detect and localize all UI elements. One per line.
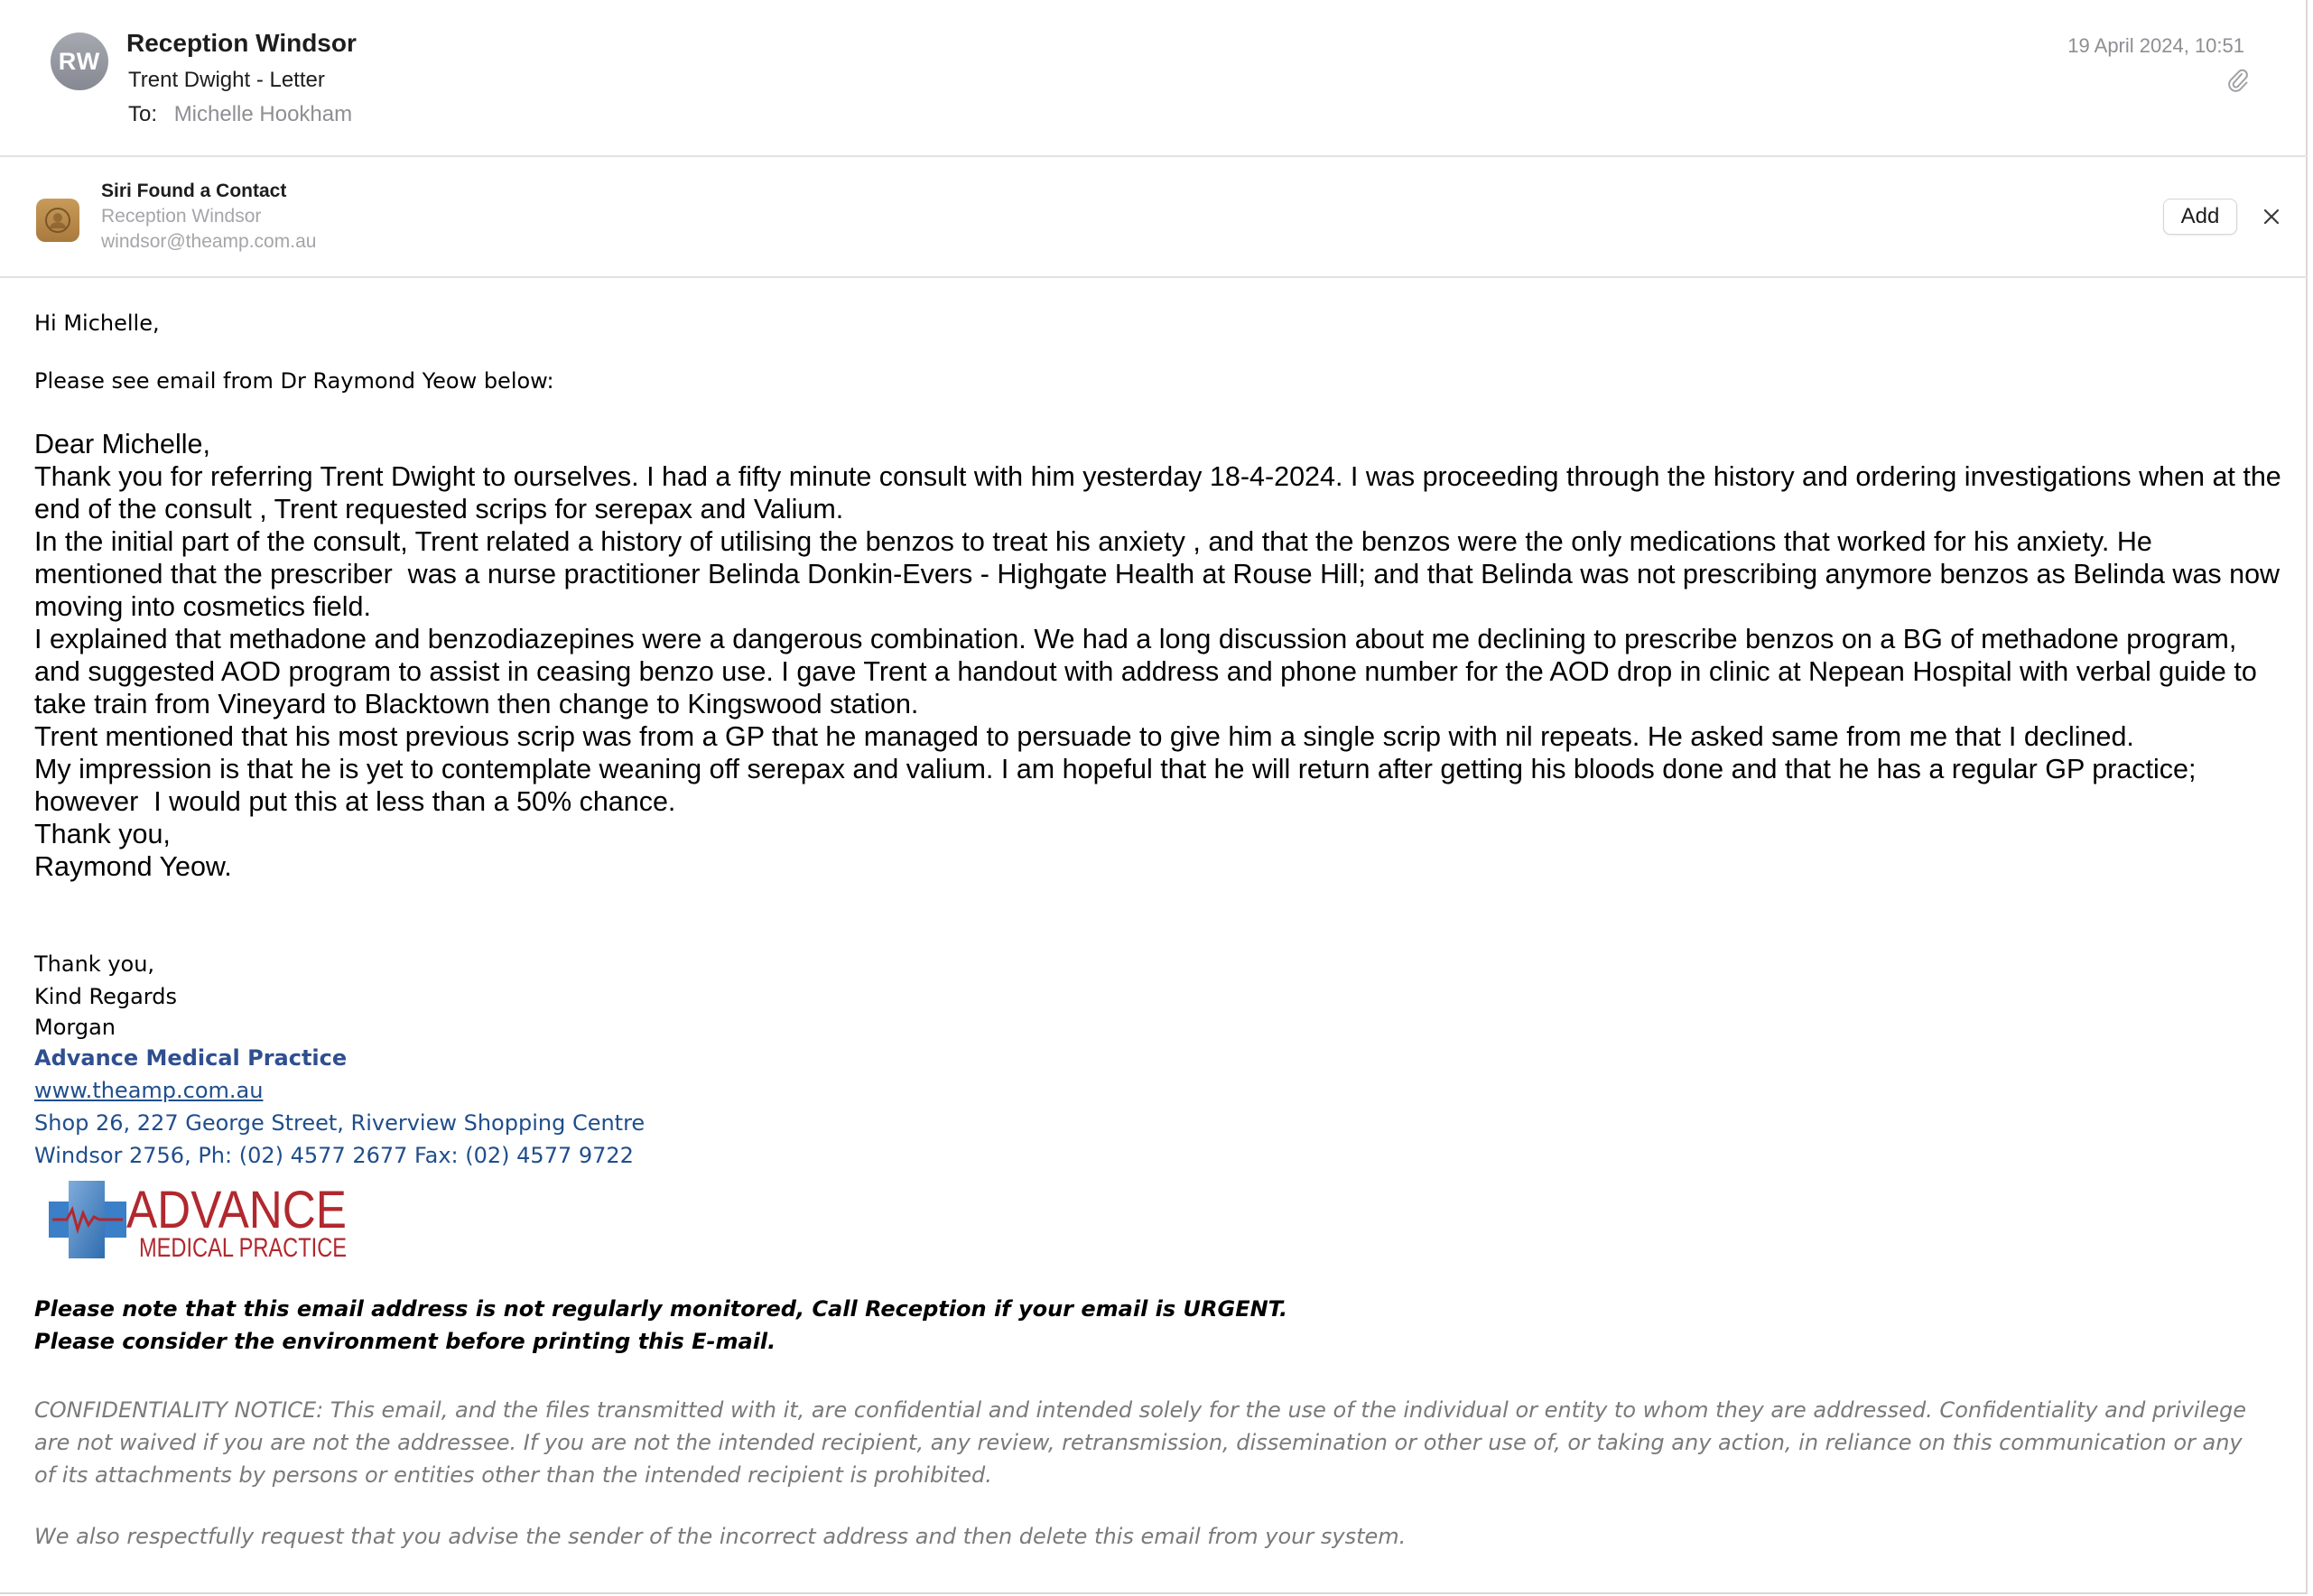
letter-paragraph: In the initial part of the consult, Trent related a history of utilising the benzos to treat his anxiety , and that the benzos were the only medications that worked for his anxiety. He mentioned that the prescriber was a nurse practitioner Belinda Donkin-Evers - Highgate Health at Rouse Hill; and that Belinda was not prescribing anymore benzos as Belinda was now moving into cosmetics field. [34,526,2288,622]
email-header [0,0,2308,157]
confidentiality-notice: CONFIDENTIALITY NOTICE: This email, and the files transmitted with it, are confidential and intended solely for the use of the individual or entity to whom they are addressed. Confidentiality and privilege are not waived if you are not the addressee. If you are not the intended recipient, any review, retransmission, dissemination or other use of, or taking any action, in reliance on this communication or any of its attachments by persons or entities other than the intended recipient is prohibited. [34,1397,2247,1488]
practice-name: Advance Medical Practice [34,1045,348,1071]
letter-paragraph: Thank you, [34,819,171,849]
signature-thanks: Thank you, [34,951,155,977]
intro-line: Please see email from Dr Raymond Yeow below: [34,368,554,394]
suggested-contact-email: windsor@theamp.com.au [101,231,317,252]
add-contact-button[interactable]: Add [2163,199,2237,235]
letter-paragraph: I explained that methadone and benzodiazepines were a dangerous combination. We had a long discussion about me declining to prescribe benzos on a BG of methadone program, and suggested AOD program to assist in ceasing benzo use. I gave Trent a handout with address and phone number for the AOD drop in clinic at Nepean Hospital with verbal guide to take train from Vineyard to Blacktown then change to Kingswood station. [34,624,2265,719]
greeting: Hi Michelle, [34,311,160,336]
sender-avatar[interactable]: RW [51,32,108,90]
logo-wordmark: ADVANCE [126,1181,347,1239]
recipient-name[interactable]: Michelle Hookham [173,102,353,126]
paperclip-icon[interactable] [2226,67,2250,94]
suggested-contact-name: Reception Windsor [101,206,262,227]
letter-paragraph: Trent mentioned that his most previous scrip was from a GP that he managed to persuade to give him a single scrip with nil repeats. He asked same from me that I declined. [34,721,2134,752]
sender-name[interactable]: Reception Windsor [126,29,357,57]
logo-subtitle: MEDICAL PRACTICE [139,1233,347,1263]
medical-cross-icon [49,1181,126,1258]
forwarded-letter [34,428,2290,883]
letter-paragraph: Raymond Yeow. [34,851,232,882]
letter-paragraph: My impression is that he is yet to contemplate weaning off serepax and valium. I am hopeful that he will return after getting his bloods done and that he has a regular GP practice; however I would put this at less than a 50% chance. [34,754,2204,817]
to-label: To: [128,102,158,126]
unmonitored-notice: Please note that this email address is not regularly monitored, Call Reception if your email is URGENT. [34,1296,1288,1322]
recipient-row [128,102,352,127]
letter-paragraph: Dear Michelle, [34,429,210,459]
close-icon[interactable] [2259,204,2284,229]
practice-address: Shop 26, 227 George Street, Riverview Shopping Centre [34,1110,646,1136]
siri-contact-banner [0,157,2308,278]
signature-name: Morgan [34,1015,116,1040]
practice-website-link[interactable]: www.theamp.com.au [34,1078,264,1103]
advance-medical-practice-logo [49,1175,374,1262]
letter-paragraph: Thank you for referring Trent Dwight to ourselves. I had a fifty minute consult with him yesterday 18-4-2024. I was proceeding through the history and ordering investigations when at the end of the consult , Trent requested scrips for serepax and Valium. [34,461,2290,524]
email-subject: Trent Dwight - Letter [128,68,325,92]
environment-notice: Please consider the environment before printing this E-mail. [34,1329,776,1354]
practice-phone-fax: Windsor 2756, Ph: (02) 4577 2677 Fax: (02) 4577 9722 [34,1143,634,1168]
email-date: 19 April 2024, 10:51 [2067,34,2244,57]
signature-regards: Kind Regards [34,984,177,1009]
deletion-request: We also respectfully request that you advise the sender of the incorrect address and then delete this email from your system. [34,1524,1407,1549]
siri-banner-title: Siri Found a Contact [101,181,287,201]
contacts-app-icon [36,199,79,242]
